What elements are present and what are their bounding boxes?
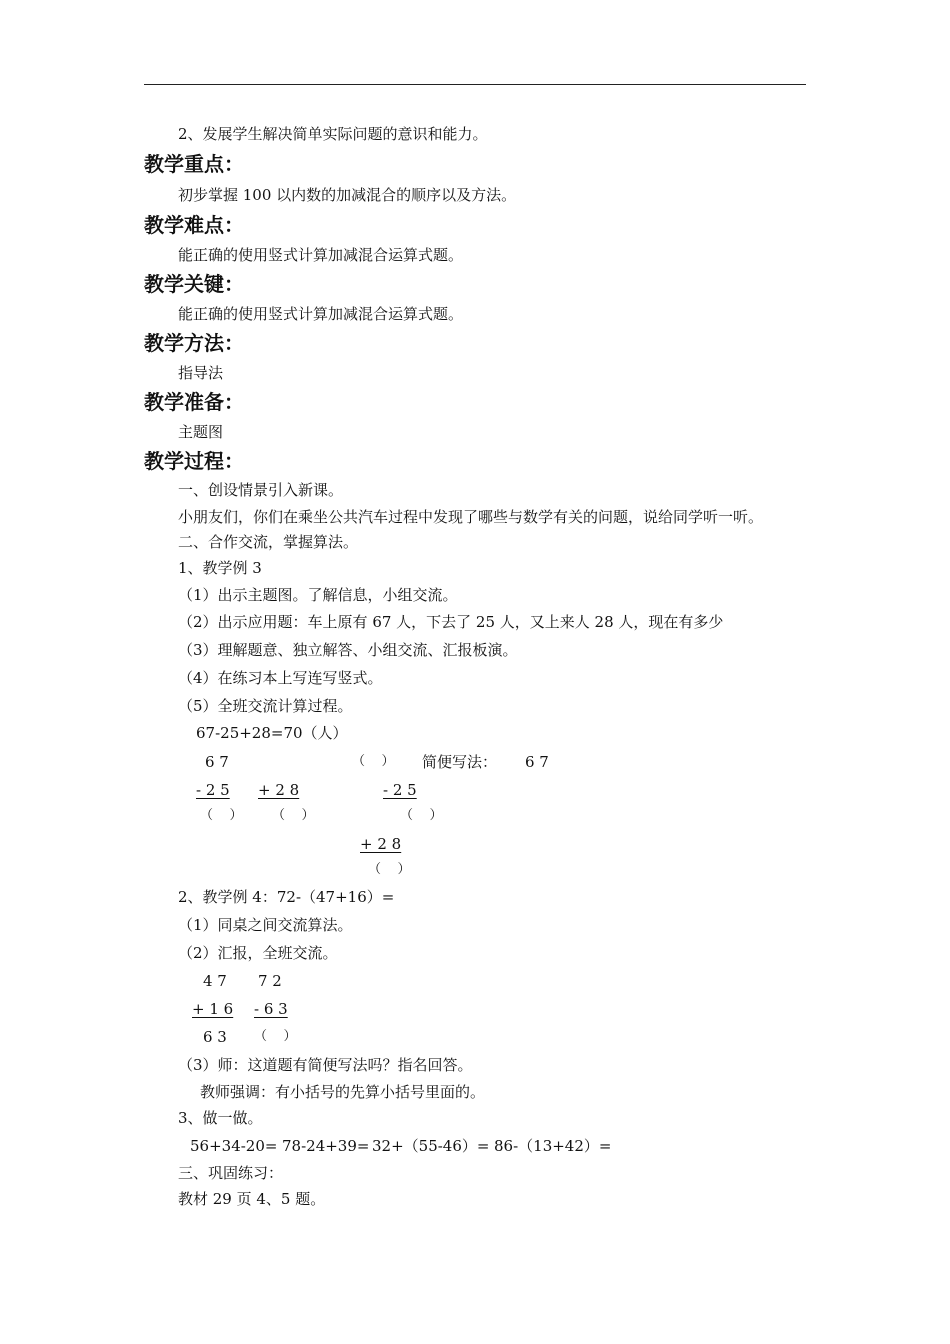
- ex3-paren-4: （ ）: [368, 862, 411, 877]
- ex3-paren-2: （ ）: [272, 808, 315, 823]
- exercise-4: 86-（13+42）=: [494, 1137, 612, 1155]
- heading-crux: 教学关键：: [144, 272, 244, 296]
- heading-preparation: 教学准备：: [144, 390, 244, 414]
- ex4-minus-63: - 6 3: [254, 1000, 288, 1018]
- ex3-plus-28: + 2 8: [258, 781, 300, 799]
- process-line-11: （1）同桌之间交流算法。: [178, 916, 353, 934]
- exercise-3: 32+（55-46）=: [372, 1137, 490, 1155]
- process-line-15: 3、做一做。: [178, 1109, 263, 1127]
- equation-1: 67-25+28=70（人）: [196, 724, 348, 742]
- process-line-2: 小朋友们，你们在乘坐公共汽车过程中发现了哪些与数学有关的问题，说给同学听一听。: [178, 508, 764, 526]
- objective-2: 2、发展学生解决简单实际问题的意识和能力。: [178, 125, 488, 143]
- process-line-12: （2）汇报，全班交流。: [178, 944, 338, 962]
- header-rule: [144, 84, 806, 85]
- ex3-minus-25-simple: - 2 5: [383, 781, 417, 799]
- ex3-67: 6 7: [205, 753, 229, 771]
- process-line-6: （2）出示应用题：车上原有 67 人，下去了 25 人，又上来人 28 人，现在有多少: [178, 613, 724, 631]
- process-line-16: 三、巩固练习：: [178, 1164, 284, 1182]
- process-line-7: （3）理解题意、独立解答、小组交流、汇报板演。: [178, 641, 518, 659]
- heading-key-point: 教学重点：: [144, 152, 244, 176]
- exercise-2: 78-24+39=: [282, 1137, 370, 1155]
- ex3-plus-28-simple: + 2 8: [360, 835, 402, 853]
- process-line-14: 教师强调：有小括号的先算小括号里面的。: [200, 1083, 486, 1101]
- crux-text: 能正确的使用竖式计算加减混合运算式题。: [178, 305, 464, 323]
- difficulty-text: 能正确的使用竖式计算加减混合运算式题。: [178, 246, 464, 264]
- process-line-5: （1）出示主题图。了解信息，小组交流。: [178, 586, 458, 604]
- process-line-4: 1、教学例 3: [178, 559, 262, 577]
- ex3-paren-1: （ ）: [200, 808, 243, 823]
- ex3-67-simple: 6 7: [525, 753, 549, 771]
- ex3-paren-3: （ ）: [400, 808, 443, 823]
- heading-method: 教学方法：: [144, 331, 244, 355]
- key-point-text: 初步掌握 100 以内数的加减混合的顺序以及方法。: [178, 186, 517, 204]
- heading-process: 教学过程：: [144, 449, 244, 473]
- process-line-9: （5）全班交流计算过程。: [178, 697, 353, 715]
- ex3-minus-25: - 2 5: [196, 781, 230, 799]
- process-line-10: 2、教学例 4：72-（47+16）=: [178, 888, 395, 906]
- ex4-paren: （ ）: [254, 1029, 297, 1044]
- method-text: 指导法: [178, 364, 224, 382]
- exercise-1: 56+34-20=: [190, 1137, 278, 1155]
- heading-difficulty: 教学难点：: [144, 213, 244, 237]
- process-line-17: 教材 29 页 4、5 题。: [178, 1190, 326, 1208]
- ex3-simple-label: 简便写法：: [422, 753, 498, 771]
- ex4-63: 6 3: [203, 1028, 227, 1046]
- ex4-72: 7 2: [258, 972, 282, 990]
- preparation-text: 主题图: [178, 423, 224, 441]
- ex3-paren-top: （ ）: [352, 754, 395, 769]
- ex4-47: 4 7: [203, 972, 227, 990]
- process-line-13: （3）师：这道题有简便写法吗？指名回答。: [178, 1056, 473, 1074]
- process-line-3: 二、合作交流，掌握算法。: [178, 533, 359, 551]
- ex4-plus-16: + 1 6: [192, 1000, 234, 1018]
- process-line-1: 一、创设情景引入新课。: [178, 481, 344, 499]
- process-line-8: （4）在练习本上写连写竖式。: [178, 669, 383, 687]
